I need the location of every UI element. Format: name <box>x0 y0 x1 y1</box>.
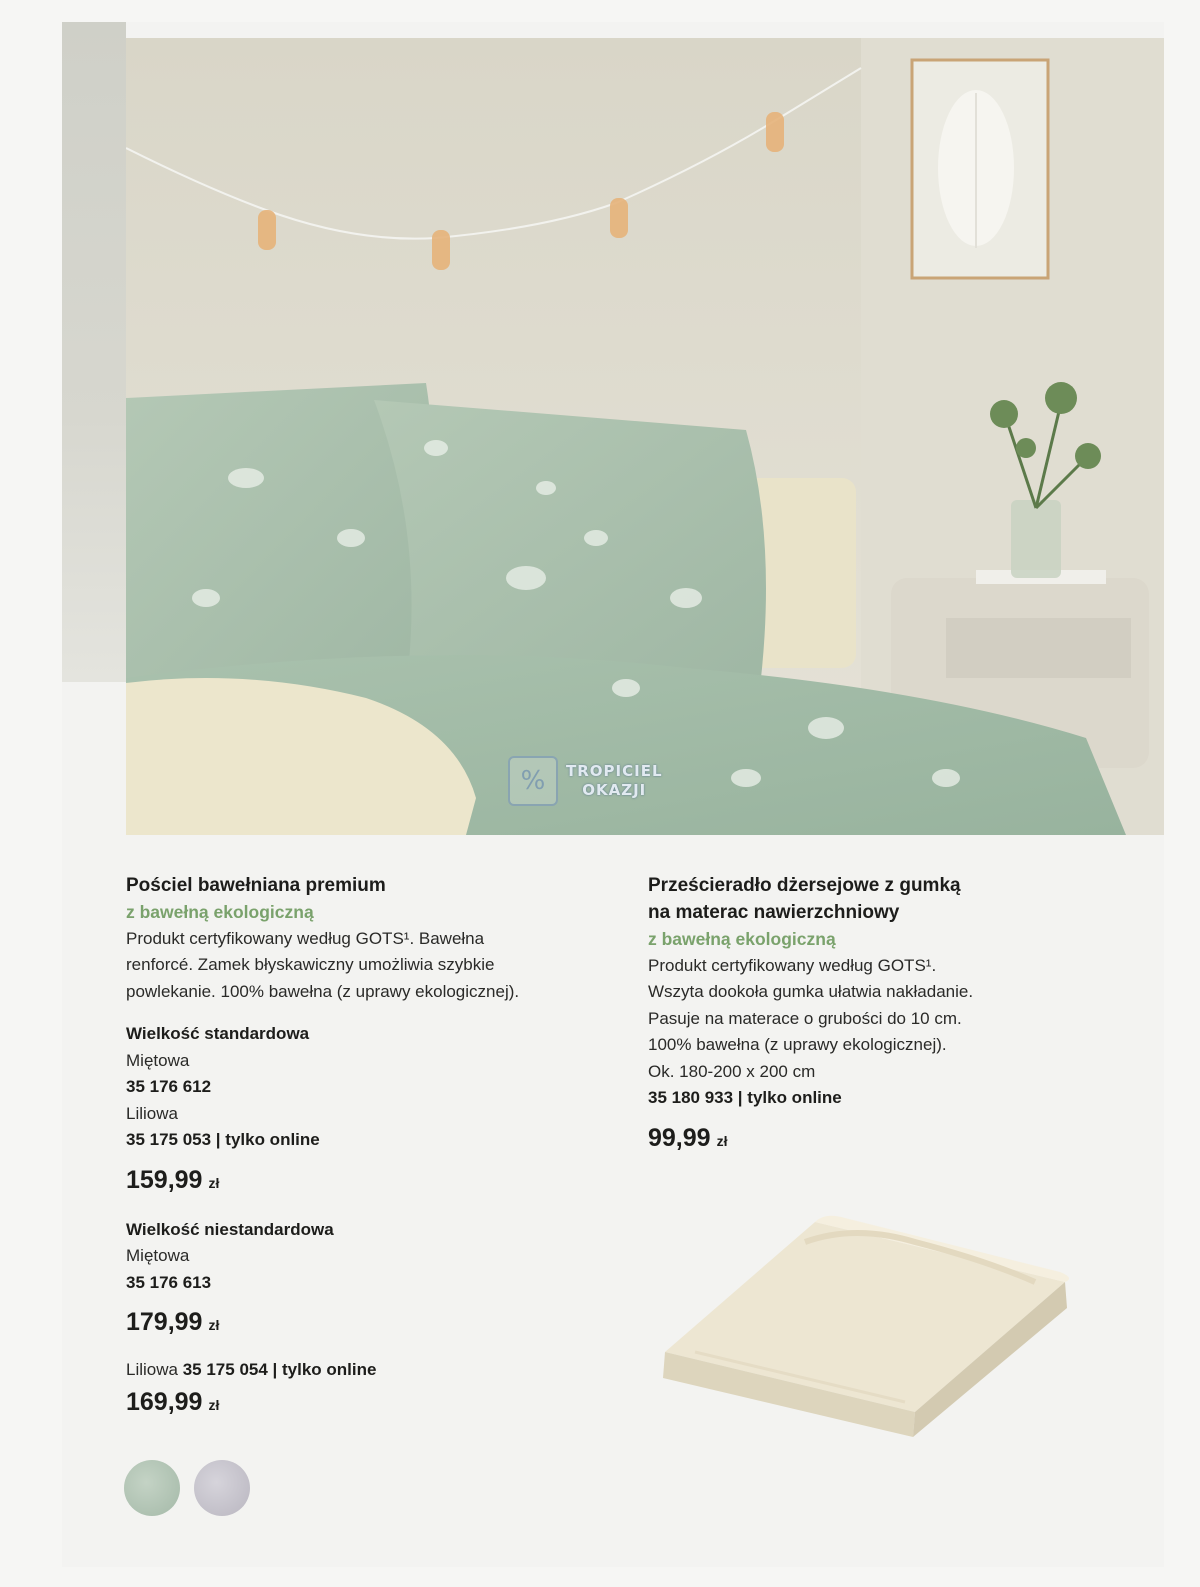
variant-color: Liliowa <box>126 1103 178 1123</box>
price-value: 99,99 <box>648 1123 711 1152</box>
swatch-mint[interactable] <box>124 1460 180 1516</box>
watermark-line1: TROPICIEL <box>566 762 663 780</box>
price-value: 169,99 <box>126 1387 203 1416</box>
variant-color: Miętowa <box>126 1050 190 1070</box>
description-line: Ok. 180-200 x 200 cm <box>648 1061 816 1081</box>
variant-color: Liliowa <box>126 1360 178 1379</box>
size-standard-title: Wielkość standardowa <box>126 1024 310 1043</box>
article-code: 35 180 933 | tylko online <box>648 1088 842 1107</box>
article-code: 35 176 612 <box>126 1077 212 1096</box>
color-swatches <box>124 1460 250 1516</box>
variant-row <box>126 1357 606 1384</box>
variant-color: Miętowa <box>126 1246 190 1265</box>
percent-icon: % <box>508 756 558 806</box>
description-line: Wszyta dookoła gumka ułatwia nakładanie. <box>648 982 974 1001</box>
price <box>126 1162 606 1201</box>
product-subtitle: z bawełną ekologiczną <box>648 929 836 949</box>
watermark-line2: OKAZJI <box>582 781 647 799</box>
size-nonstandard-title: Wielkość niestandardowa <box>126 1219 334 1239</box>
price <box>126 1304 606 1343</box>
description-line: Produkt certyfikowany według GOTS¹. <box>648 955 937 975</box>
price-currency: zł <box>208 1317 220 1333</box>
price-currency: zł <box>208 1174 220 1191</box>
description-line: Produkt certyfikowany według GOTS¹. Bawełna <box>126 928 485 948</box>
swatch-lilac[interactable] <box>194 1460 250 1516</box>
price-currency: zł <box>716 1132 728 1149</box>
description-line: renforcé. Zamek błyskawiczny umożliwia szybkie <box>126 955 495 974</box>
article-code: 35 175 053 | tylko online <box>126 1130 320 1149</box>
watermark-text <box>566 762 663 800</box>
product-title: Pościel bawełniana premium <box>126 875 386 896</box>
price <box>126 1384 606 1423</box>
description-line: 100% bawełna (z uprawy ekologicznej). <box>648 1035 947 1054</box>
product-title-line2: na materac nawierzchniowy <box>648 902 900 923</box>
bedroom-photo <box>126 38 1164 835</box>
watermark <box>508 752 680 810</box>
article-code: 35 176 613 <box>126 1272 212 1292</box>
product-fitted-sheet <box>648 872 1098 1159</box>
description-line: Pasuje na materace o grubości do 10 cm. <box>648 1008 962 1028</box>
price-currency: zł <box>208 1396 220 1413</box>
description-line: powlekanie. 100% bawełna (z uprawy ekologicznej). <box>126 981 520 1001</box>
fitted-sheet-image <box>655 1212 1085 1442</box>
price-value: 159,99 <box>126 1165 203 1194</box>
product-bedding <box>126 872 606 1423</box>
article-code: 35 175 054 | tylko online <box>182 1360 377 1379</box>
price <box>648 1120 1098 1159</box>
photo-left-strip <box>62 22 126 682</box>
product-subtitle: z bawełną ekologiczną <box>126 902 314 922</box>
product-title: Prześcieradło dżersejowe z gumką <box>648 875 961 896</box>
price-value: 179,99 <box>126 1308 203 1336</box>
